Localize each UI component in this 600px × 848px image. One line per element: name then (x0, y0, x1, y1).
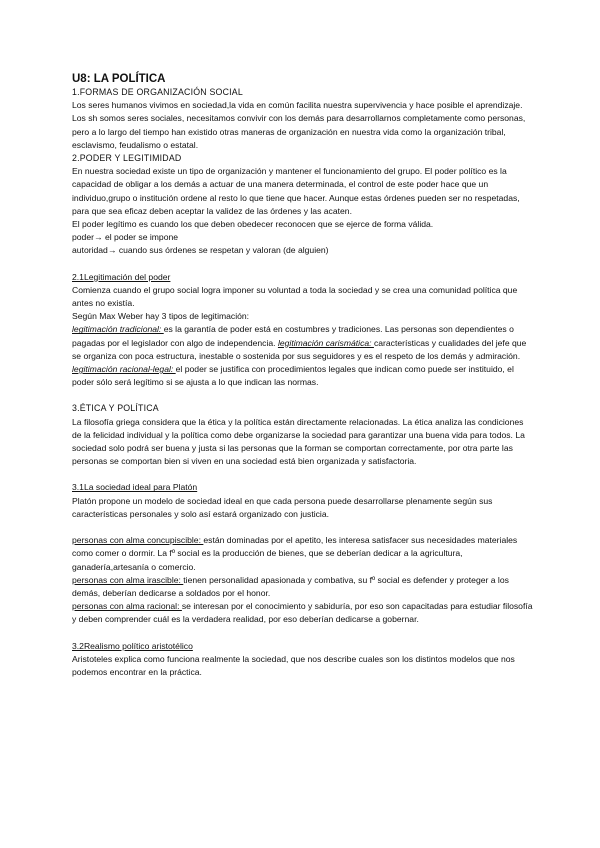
paragraph: El poder legítimo es cuando los que deben obedecer reconocen que se ejerce de forma válida. (72, 219, 434, 230)
paragraph: La filosofía griega considera que la ética y la política están directamente relacionadas. La ética analiza las condiciones de la felicidad individual y la política como debe organizarse la sociedad para garantizar una buena vida para todos. La sociedad solo podrá ser buena y justa si las personas que la forman se comportan correctamente, por otra parte las personas se comportan bien si viven en una sociedad está bien organizada y satisfactoria. (72, 416, 525, 467)
section-heading-formas: 1.FORMAS DE ORGANIZACIÓN SOCIAL (72, 87, 243, 97)
term-racional-legal: legitimación racional-legal: (72, 364, 176, 375)
term-carismatica: legitimación carismática: (277, 337, 374, 348)
paragraph: autoridad→ cuando sus órdenes se respetan y valoran (de alguien) (72, 245, 329, 256)
legitimation-types (72, 323, 534, 363)
document-title: U8: LA POLÍTICA (72, 73, 166, 85)
subsection-heading-legitimacion: 2.1Legitimación del poder (72, 271, 171, 282)
legitimation-racional (72, 363, 534, 389)
alma-irascible (72, 574, 534, 600)
paragraph: En nuestra sociedad existe un tipo de organización y mantener el funcionamiento del grupo. El poder político es la capacidad de obligar a los demás a actuar de una manera determinada, el control de este poder hace que un individuo,grupo o institución ordene al resto lo que tiene que hacer. Aunque estas órdenes pueden ser no respetadas, para que sea eficaz deben aceptar la validez de las órdenes y las acaten. (72, 166, 520, 216)
term-text: se interesan por el conocimiento y sabiduría, por eso son capacitadas para estudiar filosofía y deben comprender cuál es la verdadera realidad, por eso deberían dedicarse a gobernar. (72, 601, 533, 625)
term-text: características y cualidades del jefe que se organiza con poca estructura, inestable o sostenida por sus seguidores y es el respeto de los demás y admiración. (72, 337, 527, 361)
term-irascible: personas con alma irascible: (72, 574, 184, 585)
term-text: tienen personalidad apasionada y combativa, su fº social es defender y proteger a los demás, deberían dedicarse a soldados por el honor. (72, 574, 509, 598)
paragraph: Aristoteles explica como funciona realmente la sociedad, que nos describe cuales son los distintos modelos que nos podemos encontrar en la práctica. (72, 653, 515, 677)
term-text: están dominadas por el apetito, les interesa satisfacer sus necesidades materiales como comer o dormir. La fº social es la producción de bienes, que se deberían dedicar a la agricultura, ganadería,artesanía o comercio. (72, 535, 518, 572)
paragraph: Según Max Weber hay 3 tipos de legitimación: (72, 311, 250, 322)
paragraph: poder→ el poder se impone (72, 232, 179, 243)
term-racional: personas con alma racional: (72, 601, 182, 612)
term-tradicional: legitimación tradicional: (72, 324, 164, 335)
subsection-heading-aristoteles: 3.2Realismo político aristotélico (72, 640, 193, 651)
document-page (72, 72, 534, 679)
alma-concupiscible (72, 534, 534, 574)
term-concupiscible: personas con alma concupiscible: (72, 535, 204, 546)
section-heading-etica: 3.ÉTICA Y POLÍTICA (72, 403, 159, 414)
term-text: el poder se justifica con procedimientos legales que indican como puede ser instituido, el poder sólo será legítimo si se ajusta a lo que indican las normas. (72, 364, 514, 388)
paragraph: Comienza cuando el grupo social logra imponer su voluntad a toda la sociedad y se crea una comunidad política que antes no existía. (72, 284, 518, 309)
paragraph: Los seres humanos vivimos en sociedad,la vida en común facilita nuestra supervivencia y hace posible el aprendizaje. Los sh somos seres sociales, necesitamos convivir con los demás para desarrollarnos completamente como personas, pero a lo largo del tiempo han existido otras maneras de organización en nuestra vida como la organización tribal, esclavismo, feudalismo o estatal. (72, 100, 526, 150)
term-text: es la garantía de poder está en costumbres y tradiciones. Las personas son dependientes o pagadas por el legislador con algo de independencia. (72, 324, 514, 348)
section-heading-poder: 2.PODER Y LEGITIMIDAD (72, 153, 182, 164)
alma-racional (72, 600, 534, 626)
subsection-heading-platon: 3.1La sociedad ideal para Platón (72, 482, 198, 493)
paragraph: Platón propone un modelo de sociedad ideal en que cada persona puede desarrollarse plenamente según sus características personales y solo así estará organizado con justicia. (72, 495, 493, 519)
